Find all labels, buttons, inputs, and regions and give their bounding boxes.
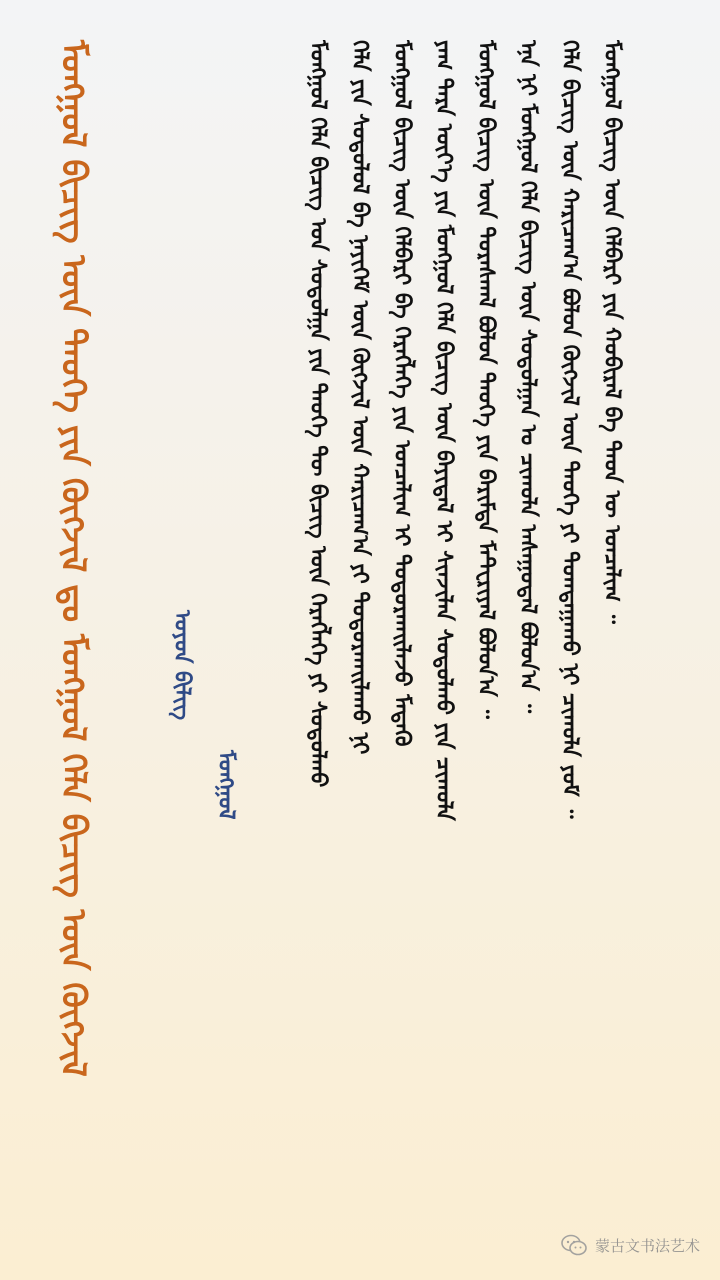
body-line: ᠮᠣᠩᠭᠣᠯ ᠪᠢᠴᠢᠭ ᠦᠨ ᠬᠡᠯᠪᠡᠷᠢ ᠪᠠ ᠬᠡᠷᠡᠭᠯᠡᠭᠡ ᠶᠢᠨ ᠣᠨᠴᠠᠯᠢᠭ ᠢ ᠲᠣᠳᠣᠷᠬᠠᠢᠯᠠᠵᠤ ᠮᠡᠳᠡᠬᠦ [389, 40, 414, 747]
body-line: ᠬᠡᠯᠡ ᠶᠢᠨ ᠰᠤᠳᠤᠯᠤᠯ ᠪᠠ ᠨᠡᠶᠢᠭᠡᠮ ᠦᠨ ᠬᠥᠭᠵᠢᠯ ᠦᠨ ᠬᠠᠷᠢᠴᠠᠭ᠎ᠠ ᠶᠢ ᠲᠣᠳᠣᠷᠬᠠᠢᠯᠠᠬᠤ ᠨᠢ [347, 40, 372, 755]
article-body [300, 40, 700, 1240]
body-line: ᠮᠣᠩᠭᠣᠯ ᠬᠡᠯᠡ ᠪᠢᠴᠢᠭ ᠤᠨ ᠰᠤᠳᠤᠯᠭᠠ ᠶᠢᠨ ᠲᠡᠦᠬᠡ ᠲᠦ ᠪᠢᠴᠢᠭ ᠦᠨ ᠬᠡᠷᠡᠭᠯᠡᠭᠡ ᠶᠢ ᠰᠤᠳᠤᠯᠬᠤ [305, 40, 330, 788]
author-name: ᠣᠶᠤᠨ ᠪᠢᠯᠢᠭ [169, 610, 194, 721]
author-surname: ᠮᠣᠩᠭᠣᠯ [213, 750, 238, 820]
page-title: ᠮᠣᠩᠭᠣᠯ ᠪᠢᠴᠢᠭ ᠦᠨ ᠲᠡᠦᠬᠡ ᠶᠢᠨ ᠬᠥᠭᠵᠢᠯ ᠳᠤ ᠮᠣᠩᠭᠣᠯ ᠬᠡᠯᠡ ᠪᠢᠴᠢᠭ ᠦᠨ ᠬᠥᠭᠵᠢᠯ [53, 40, 93, 1077]
author-block [168, 600, 238, 960]
wechat-icon [561, 1234, 587, 1256]
body-line: ᠬᠡᠯᠡ ᠪᠢᠴᠢᠭ ᠦᠨ ᠬᠠᠷᠢᠴᠠᠭ᠎ᠠ ᠪᠣᠯᠤᠨ ᠬᠥᠭᠵᠢᠯ ᠦᠨ ᠲᠡᠦᠬᠡ ᠶᠢ ᠲᠣᠭᠳᠠᠭᠠᠬᠤ ᠨᠢ ᠴᠢᠬᠤᠯᠠ ᠶᠤᠮ ᠃ [557, 40, 582, 819]
wechat-watermark [561, 1234, 700, 1256]
body-line: ᠡᠨᠡ ᠨᠢ ᠮᠣᠩᠭᠣᠯ ᠬᠡᠯᠡ ᠪᠢᠴᠢᠭ ᠦᠨ ᠰᠤᠳᠤᠯᠭᠠᠨ ᠤ ᠴᠢᠬᠤᠯᠠ ᠠᠰᠠᠭᠤᠳᠠᠯ ᠪᠣᠯᠤᠨ᠎ᠠ ᠃ [515, 40, 540, 714]
body-line: ᠮᠣᠩᠭᠣᠯ ᠪᠢᠴᠢᠭ ᠦᠨ ᠬᠡᠯᠪᠡᠷᠢ ᠶᠢᠨ ᠬᠤᠪᠢᠷᠠᠯ ᠪᠠ ᠲᠡᠦᠨ ᠦ ᠣᠨᠴᠠᠯᠢᠭ ᠃ [599, 40, 624, 624]
body-line: ᠮᠣᠩᠭᠣᠯ ᠪᠢᠴᠢᠭ ᠦᠨ ᠳᠤᠷᠠᠰᠬᠠᠯ ᠪᠣᠯᠤᠨ ᠲᠡᠦᠬᠡ ᠶᠢᠨ ᠪᠠᠷᠢᠮᠲᠠ ᠮᠠᠲᠧᠷᠢᠶᠠᠯ ᠪᠣᠯᠤᠨ᠎ᠠ ᠃ [473, 40, 498, 719]
watermark-text: 蒙古文书法艺术 [594, 1236, 700, 1255]
body-line: ᠶᠠᠭ ᠲᠡᠷᠡ ᠦᠶ᠎ᠡ ᠶᠢᠨ ᠮᠣᠩᠭᠣᠯ ᠬᠡᠯᠡ ᠪᠢᠴᠢᠭ ᠦᠨ ᠪᠠᠶᠢᠳᠠᠯ ᠢ ᠰᠢᠨᠵᠢᠯᠡᠨ ᠰᠤᠳᠤᠯᠬᠤ ᠶᠢᠨ ᠴᠢᠬᠤᠯᠠ [431, 40, 456, 821]
